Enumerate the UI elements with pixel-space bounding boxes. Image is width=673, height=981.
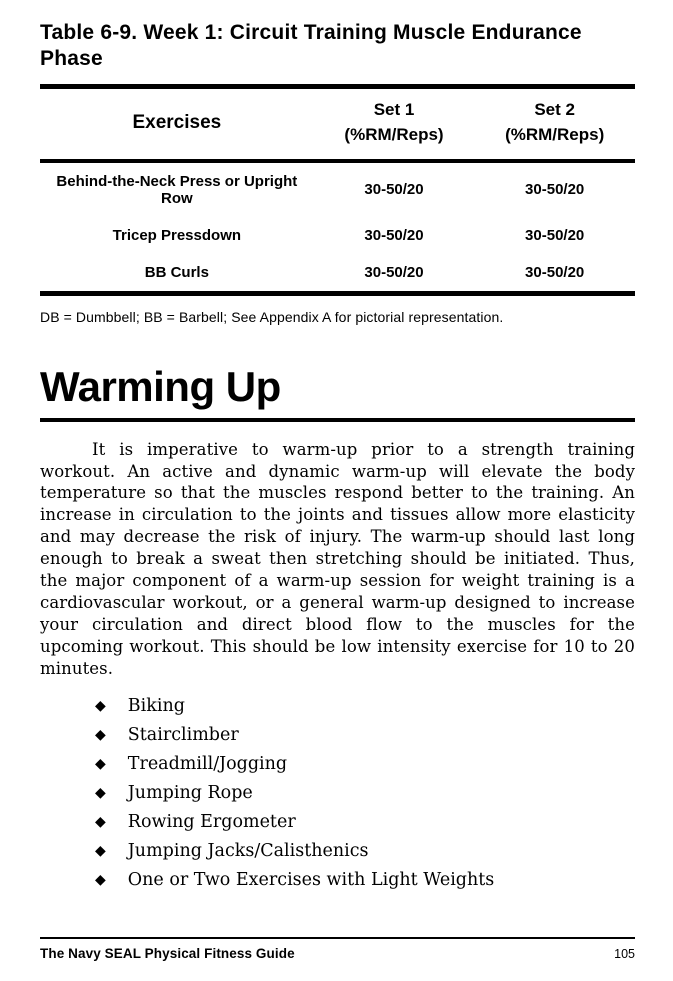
diamond-bullet-icon: ◆ [95,697,106,714]
set1-value: 30-50/20 [364,181,424,198]
table-body [40,161,635,294]
activity-label: Jumping Rope [127,782,253,803]
table-footnote: DB = Dumbbell; BB = Barbell; See Appendix A for pictorial representation. [40,308,504,325]
set2-label: Set 2 [534,100,575,120]
set2-units: (%RM/Reps) [505,124,605,144]
column-header-exercises: Exercises [132,112,222,134]
set1-label: Set 1 [373,100,415,120]
diamond-bullet-icon: ◆ [95,813,106,830]
column-header-set1 [314,87,475,161]
footer-book-title: The Navy SEAL Physical Fitness Guide [40,946,295,961]
activity-label: Stairclimber [127,724,239,745]
warmup-activity-list [40,696,635,899]
set2-value: 30-50/20 [525,181,585,198]
activity-label: Jumping Jacks/Calisthenics [127,840,369,861]
diamond-bullet-icon: ◆ [95,842,106,859]
warming-up-paragraph: It is imperative to warm-up prior to a strength training workout. An active and dynamic warm-up will elevate the body temperature so that the muscles respond better to the training. An increase in circulation to the joints and tissues allow more elasticity and may decrease the risk of injury. The warm-up should last long enough to break a sweat then stretching should be initiated. Thus, the major component of a warm-up session for weight training is a cardiovascular workout, or a general warm-up designed to increase your circulation and direct blood flow to the muscles for the upcoming workout. This should be low intensity exercise for 10 to 20 minutes. [40,439,635,678]
set1-value: 30-50/20 [364,263,424,281]
list-item [95,812,635,832]
table-row [40,161,635,217]
exercise-name: Behind-the-Neck Press or Upright Row [56,172,298,207]
section-heading: Warming Up [40,365,635,422]
circuit-training-table [40,84,635,295]
activity-label: Treadmill/Jogging [127,753,288,774]
set2-value: 30-50/20 [525,263,585,281]
diamond-bullet-icon: ◆ [95,755,106,772]
table-header [40,87,635,161]
list-item [95,754,635,774]
activity-label: Biking [127,695,185,716]
list-item [95,870,635,890]
set1-units: (%RM/Reps) [344,124,444,144]
activity-label: One or Two Exercises with Light Weights [127,869,495,890]
table-row [40,217,635,254]
exercise-name: Tricep Pressdown [112,226,242,244]
diamond-bullet-icon: ◆ [95,784,106,801]
page-footer [40,937,635,961]
activity-label: Rowing Ergometer [127,811,296,832]
table-title: Table 6-9. Week 1: Circuit Training Muscle Endurance Phase [40,21,582,70]
footer-page-number: 105 [614,947,635,961]
diamond-bullet-icon: ◆ [95,726,106,743]
list-item [95,696,635,716]
diamond-bullet-icon: ◆ [95,871,106,888]
list-item [95,725,635,745]
set1-value: 30-50/20 [364,226,424,244]
list-item [95,783,635,803]
list-item [95,841,635,861]
set2-value: 30-50/20 [525,226,585,244]
column-header-set2 [474,87,635,161]
table-row [40,254,635,294]
exercise-name: BB Curls [144,263,209,281]
table-header-row [40,87,635,161]
